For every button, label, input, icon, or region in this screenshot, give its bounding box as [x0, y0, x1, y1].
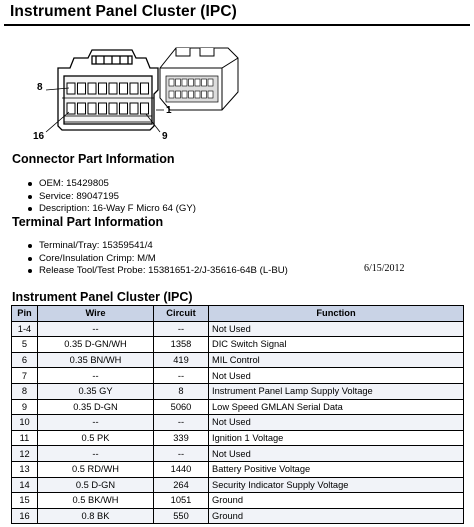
table-row — [12, 368, 464, 384]
cell-circuit: 264 — [154, 477, 209, 493]
cell-wire: 0.5 PK — [38, 430, 154, 446]
pin-label-9: 9 — [162, 131, 168, 142]
table-header-row — [12, 306, 464, 322]
connector-drawings — [0, 28, 474, 146]
pin-label-8: 8 — [37, 82, 43, 93]
cell-pin: 6 — [12, 352, 38, 368]
date-stamp: 6/15/2012 — [364, 263, 405, 274]
cell-pin: 13 — [12, 461, 38, 477]
table-row — [12, 337, 464, 353]
cell-function: Ground — [209, 493, 464, 509]
header-wire: Wire — [38, 306, 154, 322]
cell-wire: 0.35 D-GN — [38, 399, 154, 415]
cell-wire: -- — [38, 446, 154, 462]
connector-info-list — [28, 178, 196, 216]
table-row — [12, 321, 464, 337]
cell-circuit: 339 — [154, 430, 209, 446]
bullet-icon — [28, 195, 32, 199]
cell-function: Security Indicator Supply Voltage — [209, 477, 464, 493]
cell-function: Not Used — [209, 368, 464, 384]
cell-wire: -- — [38, 321, 154, 337]
table-title: Instrument Panel Cluster (IPC) — [12, 290, 193, 304]
table-row — [12, 461, 464, 477]
cell-circuit: 5060 — [154, 399, 209, 415]
cell-pin: 8 — [12, 383, 38, 399]
pin-label-1: 1 — [166, 105, 172, 116]
table-row — [12, 493, 464, 509]
cell-function: Low Speed GMLAN Serial Data — [209, 399, 464, 415]
cell-wire: 0.35 D-GN/WH — [38, 337, 154, 353]
cell-pin: 1-4 — [12, 321, 38, 337]
header-circuit: Circuit — [154, 306, 209, 322]
cell-pin: 12 — [12, 446, 38, 462]
bullet-icon — [28, 269, 32, 273]
cell-pin: 10 — [12, 415, 38, 431]
cell-pin: 9 — [12, 399, 38, 415]
cell-function: MIL Control — [209, 352, 464, 368]
bullet-icon — [28, 182, 32, 186]
pinout-table — [11, 305, 464, 524]
cell-circuit: -- — [154, 368, 209, 384]
list-item: Service: 89047195 — [28, 191, 196, 204]
list-item: Core/Insulation Crimp: M/M — [28, 253, 288, 266]
cell-pin: 15 — [12, 493, 38, 509]
list-item: OEM: 15429805 — [28, 178, 196, 191]
list-item: Description: 16-Way F Micro 64 (GY) — [28, 203, 196, 216]
cell-function: Not Used — [209, 446, 464, 462]
cell-wire: 0.5 D-GN — [38, 477, 154, 493]
cell-function: DIC Switch Signal — [209, 337, 464, 353]
cell-wire: 0.35 BN/WH — [38, 352, 154, 368]
cell-circuit: -- — [154, 446, 209, 462]
cell-circuit: 550 — [154, 508, 209, 524]
cell-function: Not Used — [209, 321, 464, 337]
cell-function: Instrument Panel Lamp Supply Voltage — [209, 383, 464, 399]
header-pin: Pin — [12, 306, 38, 322]
bullet-icon — [28, 244, 32, 248]
cell-pin: 14 — [12, 477, 38, 493]
cell-pin: 16 — [12, 508, 38, 524]
cell-circuit: 1051 — [154, 493, 209, 509]
title-divider — [4, 24, 470, 26]
cell-pin: 5 — [12, 337, 38, 353]
list-item: Terminal/Tray: 15359541/4 — [28, 240, 288, 253]
table-row — [12, 508, 464, 524]
header-function: Function — [209, 306, 464, 322]
cell-function: Not Used — [209, 415, 464, 431]
connector-face-view — [0, 28, 474, 146]
cell-wire: 0.5 RD/WH — [38, 461, 154, 477]
bullet-icon — [28, 257, 32, 261]
bullet-icon — [28, 207, 32, 211]
cell-function: Ignition 1 Voltage — [209, 430, 464, 446]
cell-wire: -- — [38, 368, 154, 384]
cell-function: Ground — [209, 508, 464, 524]
cell-wire: 0.5 BK/WH — [38, 493, 154, 509]
cell-circuit: -- — [154, 415, 209, 431]
cell-pin: 7 — [12, 368, 38, 384]
cell-pin: 11 — [12, 430, 38, 446]
cell-circuit: -- — [154, 321, 209, 337]
cell-wire: -- — [38, 415, 154, 431]
table-row — [12, 477, 464, 493]
cell-circuit: 1440 — [154, 461, 209, 477]
cell-circuit: 419 — [154, 352, 209, 368]
connector-info-heading: Connector Part Information — [12, 152, 175, 166]
cell-circuit: 8 — [154, 383, 209, 399]
list-item: Release Tool/Test Probe: 15381651-2/J-35616-64B (L-BU) — [28, 265, 288, 278]
cell-wire: 0.35 GY — [38, 383, 154, 399]
table-row — [12, 399, 464, 415]
table-row — [12, 446, 464, 462]
table-row — [12, 430, 464, 446]
cell-function: Battery Positive Voltage — [209, 461, 464, 477]
table-row — [12, 415, 464, 431]
page-title: Instrument Panel Cluster (IPC) — [10, 3, 237, 20]
table-row — [12, 383, 464, 399]
cell-wire: 0.8 BK — [38, 508, 154, 524]
terminal-info-heading: Terminal Part Information — [12, 215, 164, 229]
cell-circuit: 1358 — [154, 337, 209, 353]
pin-label-16: 16 — [33, 131, 45, 142]
terminal-info-list — [28, 240, 288, 278]
table-row — [12, 352, 464, 368]
